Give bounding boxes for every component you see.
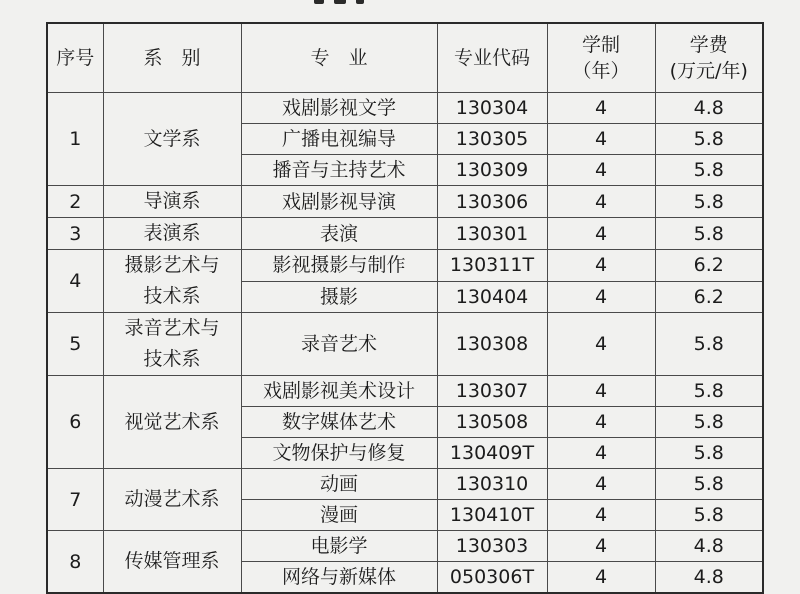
- major-name: 网络与新媒体: [241, 562, 437, 594]
- major-fee: 5.8: [655, 313, 763, 376]
- table-row: [47, 186, 763, 218]
- major-code: 130303: [437, 531, 547, 562]
- header-major: 专 业: [241, 23, 437, 93]
- major-name: 摄影: [241, 281, 437, 313]
- major-code: 130305: [437, 124, 547, 155]
- department-index: 1: [47, 93, 103, 186]
- department-index: 8: [47, 531, 103, 594]
- major-duration: 4: [547, 218, 655, 250]
- major-fee: 5.8: [655, 124, 763, 155]
- majors-table: [46, 22, 764, 594]
- major-duration: 4: [547, 250, 655, 282]
- major-fee: 5.8: [655, 500, 763, 531]
- department-index: 7: [47, 469, 103, 531]
- major-name: 戏剧影视文学: [241, 93, 437, 124]
- major-code: 130309: [437, 155, 547, 186]
- major-name: 漫画: [241, 500, 437, 531]
- department-index: 4: [47, 250, 103, 313]
- major-fee: 5.8: [655, 218, 763, 250]
- major-code: 130311T: [437, 250, 547, 282]
- department-name: 传媒管理系: [103, 531, 241, 594]
- table-row: [47, 376, 763, 407]
- table-row: [47, 469, 763, 500]
- major-fee: 6.2: [655, 250, 763, 282]
- department-index: 6: [47, 376, 103, 469]
- major-name: 电影学: [241, 531, 437, 562]
- header-department: 系 别: [103, 23, 241, 93]
- major-fee: 5.8: [655, 469, 763, 500]
- major-name: 广播电视编导: [241, 124, 437, 155]
- major-name: 动画: [241, 469, 437, 500]
- major-fee: 4.8: [655, 93, 763, 124]
- major-code: 130308: [437, 313, 547, 376]
- major-fee: 4.8: [655, 531, 763, 562]
- major-duration: 4: [547, 562, 655, 594]
- major-duration: 4: [547, 376, 655, 407]
- major-code: 130307: [437, 376, 547, 407]
- major-duration: 4: [547, 155, 655, 186]
- major-duration: 4: [547, 186, 655, 218]
- major-duration: 4: [547, 469, 655, 500]
- major-code: 130310: [437, 469, 547, 500]
- major-name: 戏剧影视导演: [241, 186, 437, 218]
- table-row: [47, 218, 763, 250]
- department-index: 2: [47, 186, 103, 218]
- department-name: 摄影艺术与技术系: [103, 250, 241, 313]
- major-name: 文物保护与修复: [241, 438, 437, 469]
- header-code: 专业代码: [437, 23, 547, 93]
- department-name: 文学系: [103, 93, 241, 186]
- major-name: 数字媒体艺术: [241, 407, 437, 438]
- header-fee: 学费 (万元/年): [655, 23, 763, 93]
- major-duration: 4: [547, 124, 655, 155]
- major-duration: 4: [547, 500, 655, 531]
- department-name: 导演系: [103, 186, 241, 218]
- major-duration: 4: [547, 281, 655, 313]
- major-fee: 4.8: [655, 562, 763, 594]
- header-duration: 学制 （年）: [547, 23, 655, 93]
- major-duration: 4: [547, 407, 655, 438]
- major-code: 130404: [437, 281, 547, 313]
- major-duration: 4: [547, 438, 655, 469]
- table-row: [47, 313, 763, 376]
- major-fee: 5.8: [655, 407, 763, 438]
- department-index: 5: [47, 313, 103, 376]
- major-duration: 4: [547, 313, 655, 376]
- department-name: 视觉艺术系: [103, 376, 241, 469]
- major-name: 播音与主持艺术: [241, 155, 437, 186]
- department-name: 录音艺术与技术系: [103, 313, 241, 376]
- major-code: 130410T: [437, 500, 547, 531]
- department-index: 3: [47, 218, 103, 250]
- department-name: 动漫艺术系: [103, 469, 241, 531]
- table-body: [47, 93, 763, 594]
- major-code: 130508: [437, 407, 547, 438]
- major-fee: 5.8: [655, 186, 763, 218]
- cropped-heading-fragment: [300, 0, 380, 6]
- major-code: 130409T: [437, 438, 547, 469]
- major-duration: 4: [547, 93, 655, 124]
- major-fee: 6.2: [655, 281, 763, 313]
- major-name: 影视摄影与制作: [241, 250, 437, 282]
- major-name: 表演: [241, 218, 437, 250]
- table-row: [47, 93, 763, 124]
- major-fee: 5.8: [655, 376, 763, 407]
- major-code: 130301: [437, 218, 547, 250]
- department-name: 表演系: [103, 218, 241, 250]
- major-name: 录音艺术: [241, 313, 437, 376]
- major-duration: 4: [547, 531, 655, 562]
- major-code: 130306: [437, 186, 547, 218]
- header-index: 序号: [47, 23, 103, 93]
- major-fee: 5.8: [655, 155, 763, 186]
- header-row: [47, 23, 763, 93]
- table-row: [47, 531, 763, 562]
- table-row: [47, 250, 763, 282]
- major-code: 130304: [437, 93, 547, 124]
- major-code: 050306T: [437, 562, 547, 594]
- major-fee: 5.8: [655, 438, 763, 469]
- major-name: 戏剧影视美术设计: [241, 376, 437, 407]
